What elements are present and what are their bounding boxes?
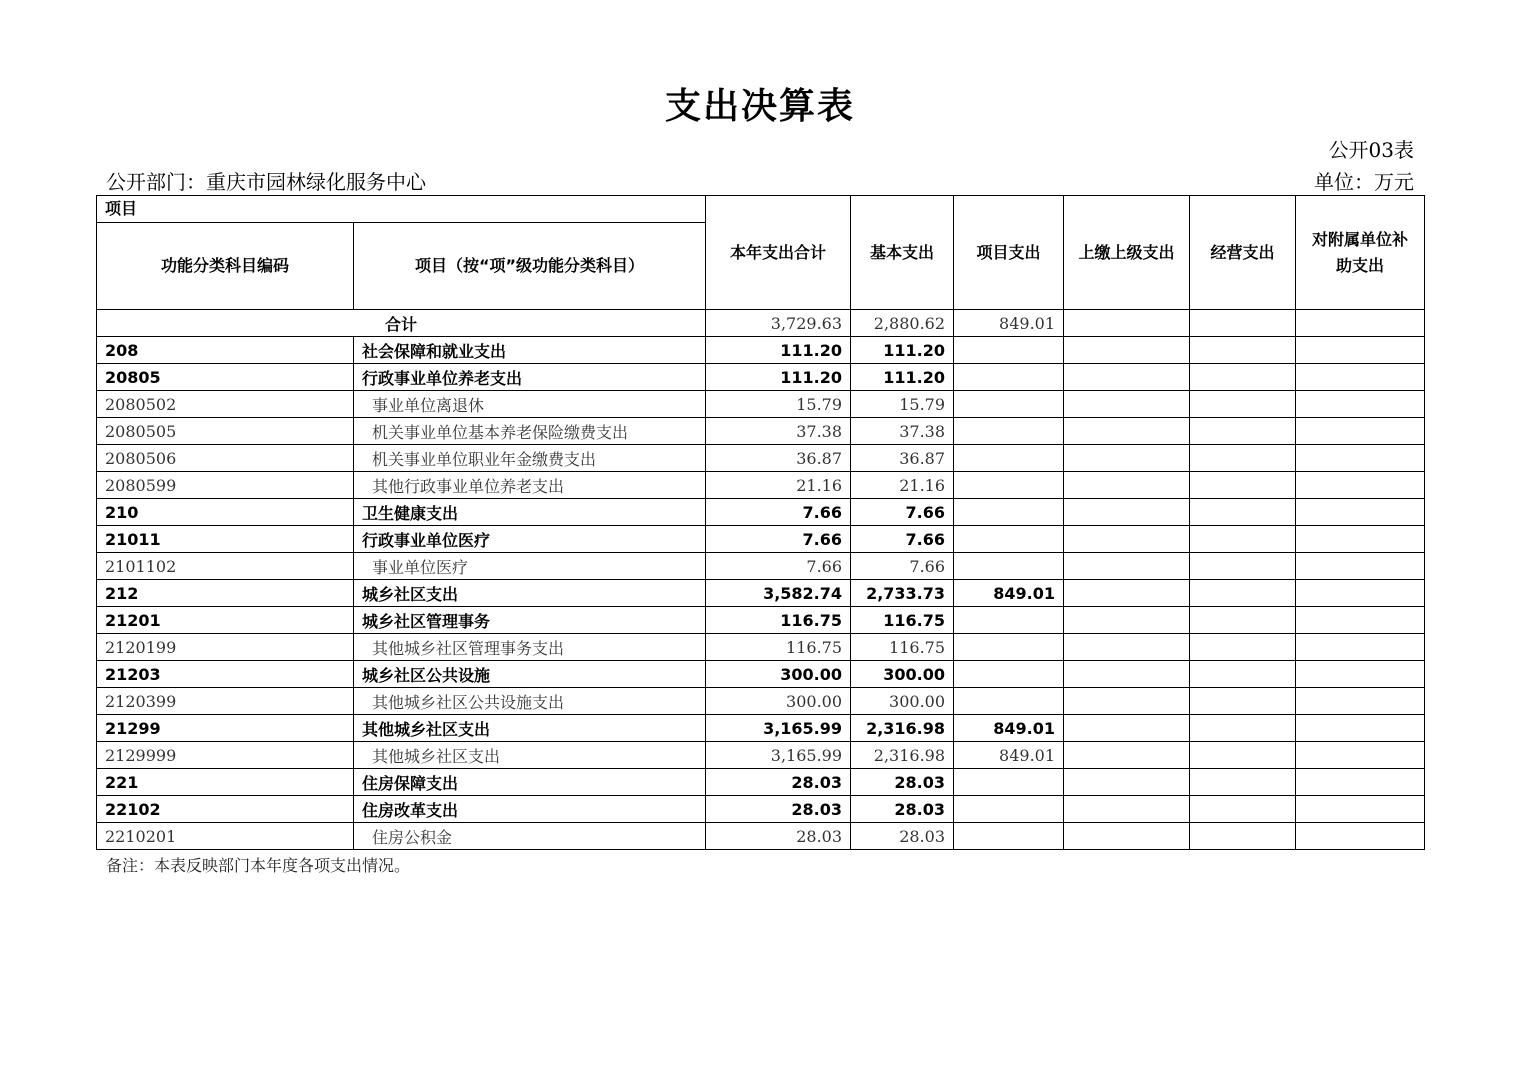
table-row [97, 364, 1425, 391]
row-project [954, 445, 1064, 472]
row-upper [1064, 661, 1190, 688]
row-business [1190, 634, 1296, 661]
table-row [97, 715, 1425, 742]
row-business [1190, 580, 1296, 607]
row-code: 21299 [97, 715, 354, 742]
row-business [1190, 391, 1296, 418]
row-upper [1064, 472, 1190, 499]
row-subsidiary [1296, 607, 1425, 634]
row-project: 849.01 [954, 742, 1064, 769]
row-basic: 37.38 [851, 418, 954, 445]
row-code: 21201 [97, 607, 354, 634]
row-total: 116.75 [706, 607, 851, 634]
total-basic: 2,880.62 [851, 310, 954, 337]
row-basic: 300.00 [851, 661, 954, 688]
row-subsidiary [1296, 688, 1425, 715]
row-code: 2080505 [97, 418, 354, 445]
total-label: 合计 [97, 310, 706, 337]
row-code: 212 [97, 580, 354, 607]
row-code: 2129999 [97, 742, 354, 769]
footnote: 备注：本表反映部门本年度各项支出情况。 [106, 856, 411, 875]
row-business [1190, 337, 1296, 364]
row-total: 36.87 [706, 445, 851, 472]
row-business [1190, 742, 1296, 769]
row-name: 行政事业单位医疗 [354, 526, 706, 553]
row-business [1190, 715, 1296, 742]
table-row [97, 607, 1425, 634]
row-code: 2101102 [97, 553, 354, 580]
row-project [954, 796, 1064, 823]
row-code: 2080599 [97, 472, 354, 499]
row-upper [1064, 634, 1190, 661]
row-total: 111.20 [706, 337, 851, 364]
row-total: 28.03 [706, 769, 851, 796]
row-code: 22102 [97, 796, 354, 823]
row-project: 849.01 [954, 715, 1064, 742]
row-name: 事业单位离退休 [354, 391, 706, 418]
row-business [1190, 472, 1296, 499]
table-row [97, 580, 1425, 607]
row-basic: 36.87 [851, 445, 954, 472]
row-upper [1064, 499, 1190, 526]
row-upper [1064, 337, 1190, 364]
header-name: 项目（按“项”级功能分类科目） [354, 223, 706, 310]
total-business [1190, 310, 1296, 337]
row-subsidiary [1296, 634, 1425, 661]
row-basic: 116.75 [851, 607, 954, 634]
row-upper [1064, 823, 1190, 850]
row-name: 其他城乡社区公共设施支出 [354, 688, 706, 715]
row-name: 机关事业单位职业年金缴费支出 [354, 445, 706, 472]
row-subsidiary [1296, 418, 1425, 445]
row-business [1190, 553, 1296, 580]
row-total: 111.20 [706, 364, 851, 391]
row-subsidiary [1296, 553, 1425, 580]
row-code: 2210201 [97, 823, 354, 850]
row-basic: 21.16 [851, 472, 954, 499]
row-business [1190, 526, 1296, 553]
row-name: 行政事业单位养老支出 [354, 364, 706, 391]
row-subsidiary [1296, 391, 1425, 418]
row-upper [1064, 364, 1190, 391]
total-project: 849.01 [954, 310, 1064, 337]
header-project-expenditure: 项目支出 [954, 196, 1064, 310]
row-subsidiary [1296, 337, 1425, 364]
row-basic: 28.03 [851, 823, 954, 850]
row-subsidiary [1296, 472, 1425, 499]
row-business [1190, 499, 1296, 526]
row-basic: 300.00 [851, 688, 954, 715]
row-upper [1064, 742, 1190, 769]
row-name: 其他城乡社区支出 [354, 715, 706, 742]
row-total: 7.66 [706, 499, 851, 526]
row-business [1190, 364, 1296, 391]
row-name: 社会保障和就业支出 [354, 337, 706, 364]
row-project: 849.01 [954, 580, 1064, 607]
row-business [1190, 769, 1296, 796]
header-basic: 基本支出 [851, 196, 954, 310]
row-project [954, 472, 1064, 499]
row-total: 300.00 [706, 661, 851, 688]
row-subsidiary [1296, 445, 1425, 472]
row-total: 28.03 [706, 796, 851, 823]
row-subsidiary [1296, 364, 1425, 391]
row-basic: 111.20 [851, 337, 954, 364]
row-upper [1064, 796, 1190, 823]
table-row [97, 418, 1425, 445]
row-name: 住房保障支出 [354, 769, 706, 796]
row-upper [1064, 580, 1190, 607]
row-project [954, 499, 1064, 526]
row-basic: 7.66 [851, 526, 954, 553]
row-code: 2080502 [97, 391, 354, 418]
table-number: 公开03表 [1328, 138, 1414, 162]
table-row [97, 796, 1425, 823]
table-row [97, 688, 1425, 715]
row-total: 21.16 [706, 472, 851, 499]
row-total: 3,165.99 [706, 742, 851, 769]
table-row [97, 769, 1425, 796]
row-project [954, 553, 1064, 580]
row-name: 其他城乡社区支出 [354, 742, 706, 769]
row-basic: 28.03 [851, 769, 954, 796]
row-subsidiary [1296, 526, 1425, 553]
row-basic: 2,316.98 [851, 742, 954, 769]
total-amount: 3,729.63 [706, 310, 851, 337]
department-label: 公开部门：重庆市园林绿化服务中心 [106, 170, 426, 194]
row-basic: 7.66 [851, 499, 954, 526]
row-upper [1064, 418, 1190, 445]
row-code: 21203 [97, 661, 354, 688]
row-name: 住房改革支出 [354, 796, 706, 823]
row-upper [1064, 715, 1190, 742]
table-row [97, 634, 1425, 661]
row-project [954, 418, 1064, 445]
row-project [954, 661, 1064, 688]
row-upper [1064, 445, 1190, 472]
row-basic: 2,733.73 [851, 580, 954, 607]
row-name: 城乡社区支出 [354, 580, 706, 607]
row-business [1190, 688, 1296, 715]
row-subsidiary [1296, 742, 1425, 769]
row-code: 210 [97, 499, 354, 526]
header-upper-remit: 上缴上级支出 [1064, 196, 1190, 310]
row-subsidiary [1296, 661, 1425, 688]
row-subsidiary [1296, 769, 1425, 796]
row-upper [1064, 526, 1190, 553]
row-name: 其他行政事业单位养老支出 [354, 472, 706, 499]
row-code: 2080506 [97, 445, 354, 472]
row-subsidiary [1296, 715, 1425, 742]
expenditure-table [96, 195, 1425, 850]
row-name: 事业单位医疗 [354, 553, 706, 580]
header-project: 项目 [97, 196, 706, 223]
row-total: 15.79 [706, 391, 851, 418]
row-project [954, 607, 1064, 634]
row-code: 2120399 [97, 688, 354, 715]
unit-label: 单位：万元 [1314, 170, 1414, 194]
row-basic: 2,316.98 [851, 715, 954, 742]
row-project [954, 364, 1064, 391]
row-project [954, 526, 1064, 553]
row-upper [1064, 607, 1190, 634]
row-business [1190, 661, 1296, 688]
row-basic: 116.75 [851, 634, 954, 661]
row-upper [1064, 553, 1190, 580]
table-row [97, 553, 1425, 580]
row-project [954, 688, 1064, 715]
row-project [954, 769, 1064, 796]
row-name: 住房公积金 [354, 823, 706, 850]
row-basic: 15.79 [851, 391, 954, 418]
row-subsidiary [1296, 499, 1425, 526]
header-business: 经营支出 [1190, 196, 1296, 310]
row-total: 116.75 [706, 634, 851, 661]
row-business [1190, 823, 1296, 850]
row-subsidiary [1296, 796, 1425, 823]
row-business [1190, 796, 1296, 823]
row-project [954, 337, 1064, 364]
row-name: 机关事业单位基本养老保险缴费支出 [354, 418, 706, 445]
row-total: 37.38 [706, 418, 851, 445]
row-total: 28.03 [706, 823, 851, 850]
row-upper [1064, 688, 1190, 715]
row-upper [1064, 391, 1190, 418]
table-row [97, 391, 1425, 418]
table-row [97, 445, 1425, 472]
row-name: 城乡社区管理事务 [354, 607, 706, 634]
row-code: 221 [97, 769, 354, 796]
row-project [954, 391, 1064, 418]
row-subsidiary [1296, 580, 1425, 607]
row-basic: 28.03 [851, 796, 954, 823]
row-total: 7.66 [706, 553, 851, 580]
row-name: 城乡社区公共设施 [354, 661, 706, 688]
table-row [97, 526, 1425, 553]
table-row [97, 472, 1425, 499]
table-row [97, 823, 1425, 850]
row-basic: 111.20 [851, 364, 954, 391]
row-total: 3,582.74 [706, 580, 851, 607]
row-subsidiary [1296, 823, 1425, 850]
row-project [954, 823, 1064, 850]
row-total: 300.00 [706, 688, 851, 715]
row-basic: 7.66 [851, 553, 954, 580]
row-business [1190, 607, 1296, 634]
row-code: 208 [97, 337, 354, 364]
total-subsidiary [1296, 310, 1425, 337]
header-subsidiary: 对附属单位补助支出 [1296, 196, 1425, 310]
row-business [1190, 445, 1296, 472]
table-row [97, 742, 1425, 769]
row-upper [1064, 769, 1190, 796]
header-code: 功能分类科目编码 [97, 223, 354, 310]
table-row [97, 499, 1425, 526]
total-upper [1064, 310, 1190, 337]
page-title: 支出决算表 [664, 86, 855, 127]
row-name: 其他城乡社区管理事务支出 [354, 634, 706, 661]
row-name: 卫生健康支出 [354, 499, 706, 526]
header-total: 本年支出合计 [706, 196, 851, 310]
table-row [97, 661, 1425, 688]
row-business [1190, 418, 1296, 445]
table-row [97, 337, 1425, 364]
row-total: 7.66 [706, 526, 851, 553]
row-code: 2120199 [97, 634, 354, 661]
row-project [954, 634, 1064, 661]
row-code: 20805 [97, 364, 354, 391]
row-total: 3,165.99 [706, 715, 851, 742]
total-row [97, 310, 1425, 337]
row-code: 21011 [97, 526, 354, 553]
